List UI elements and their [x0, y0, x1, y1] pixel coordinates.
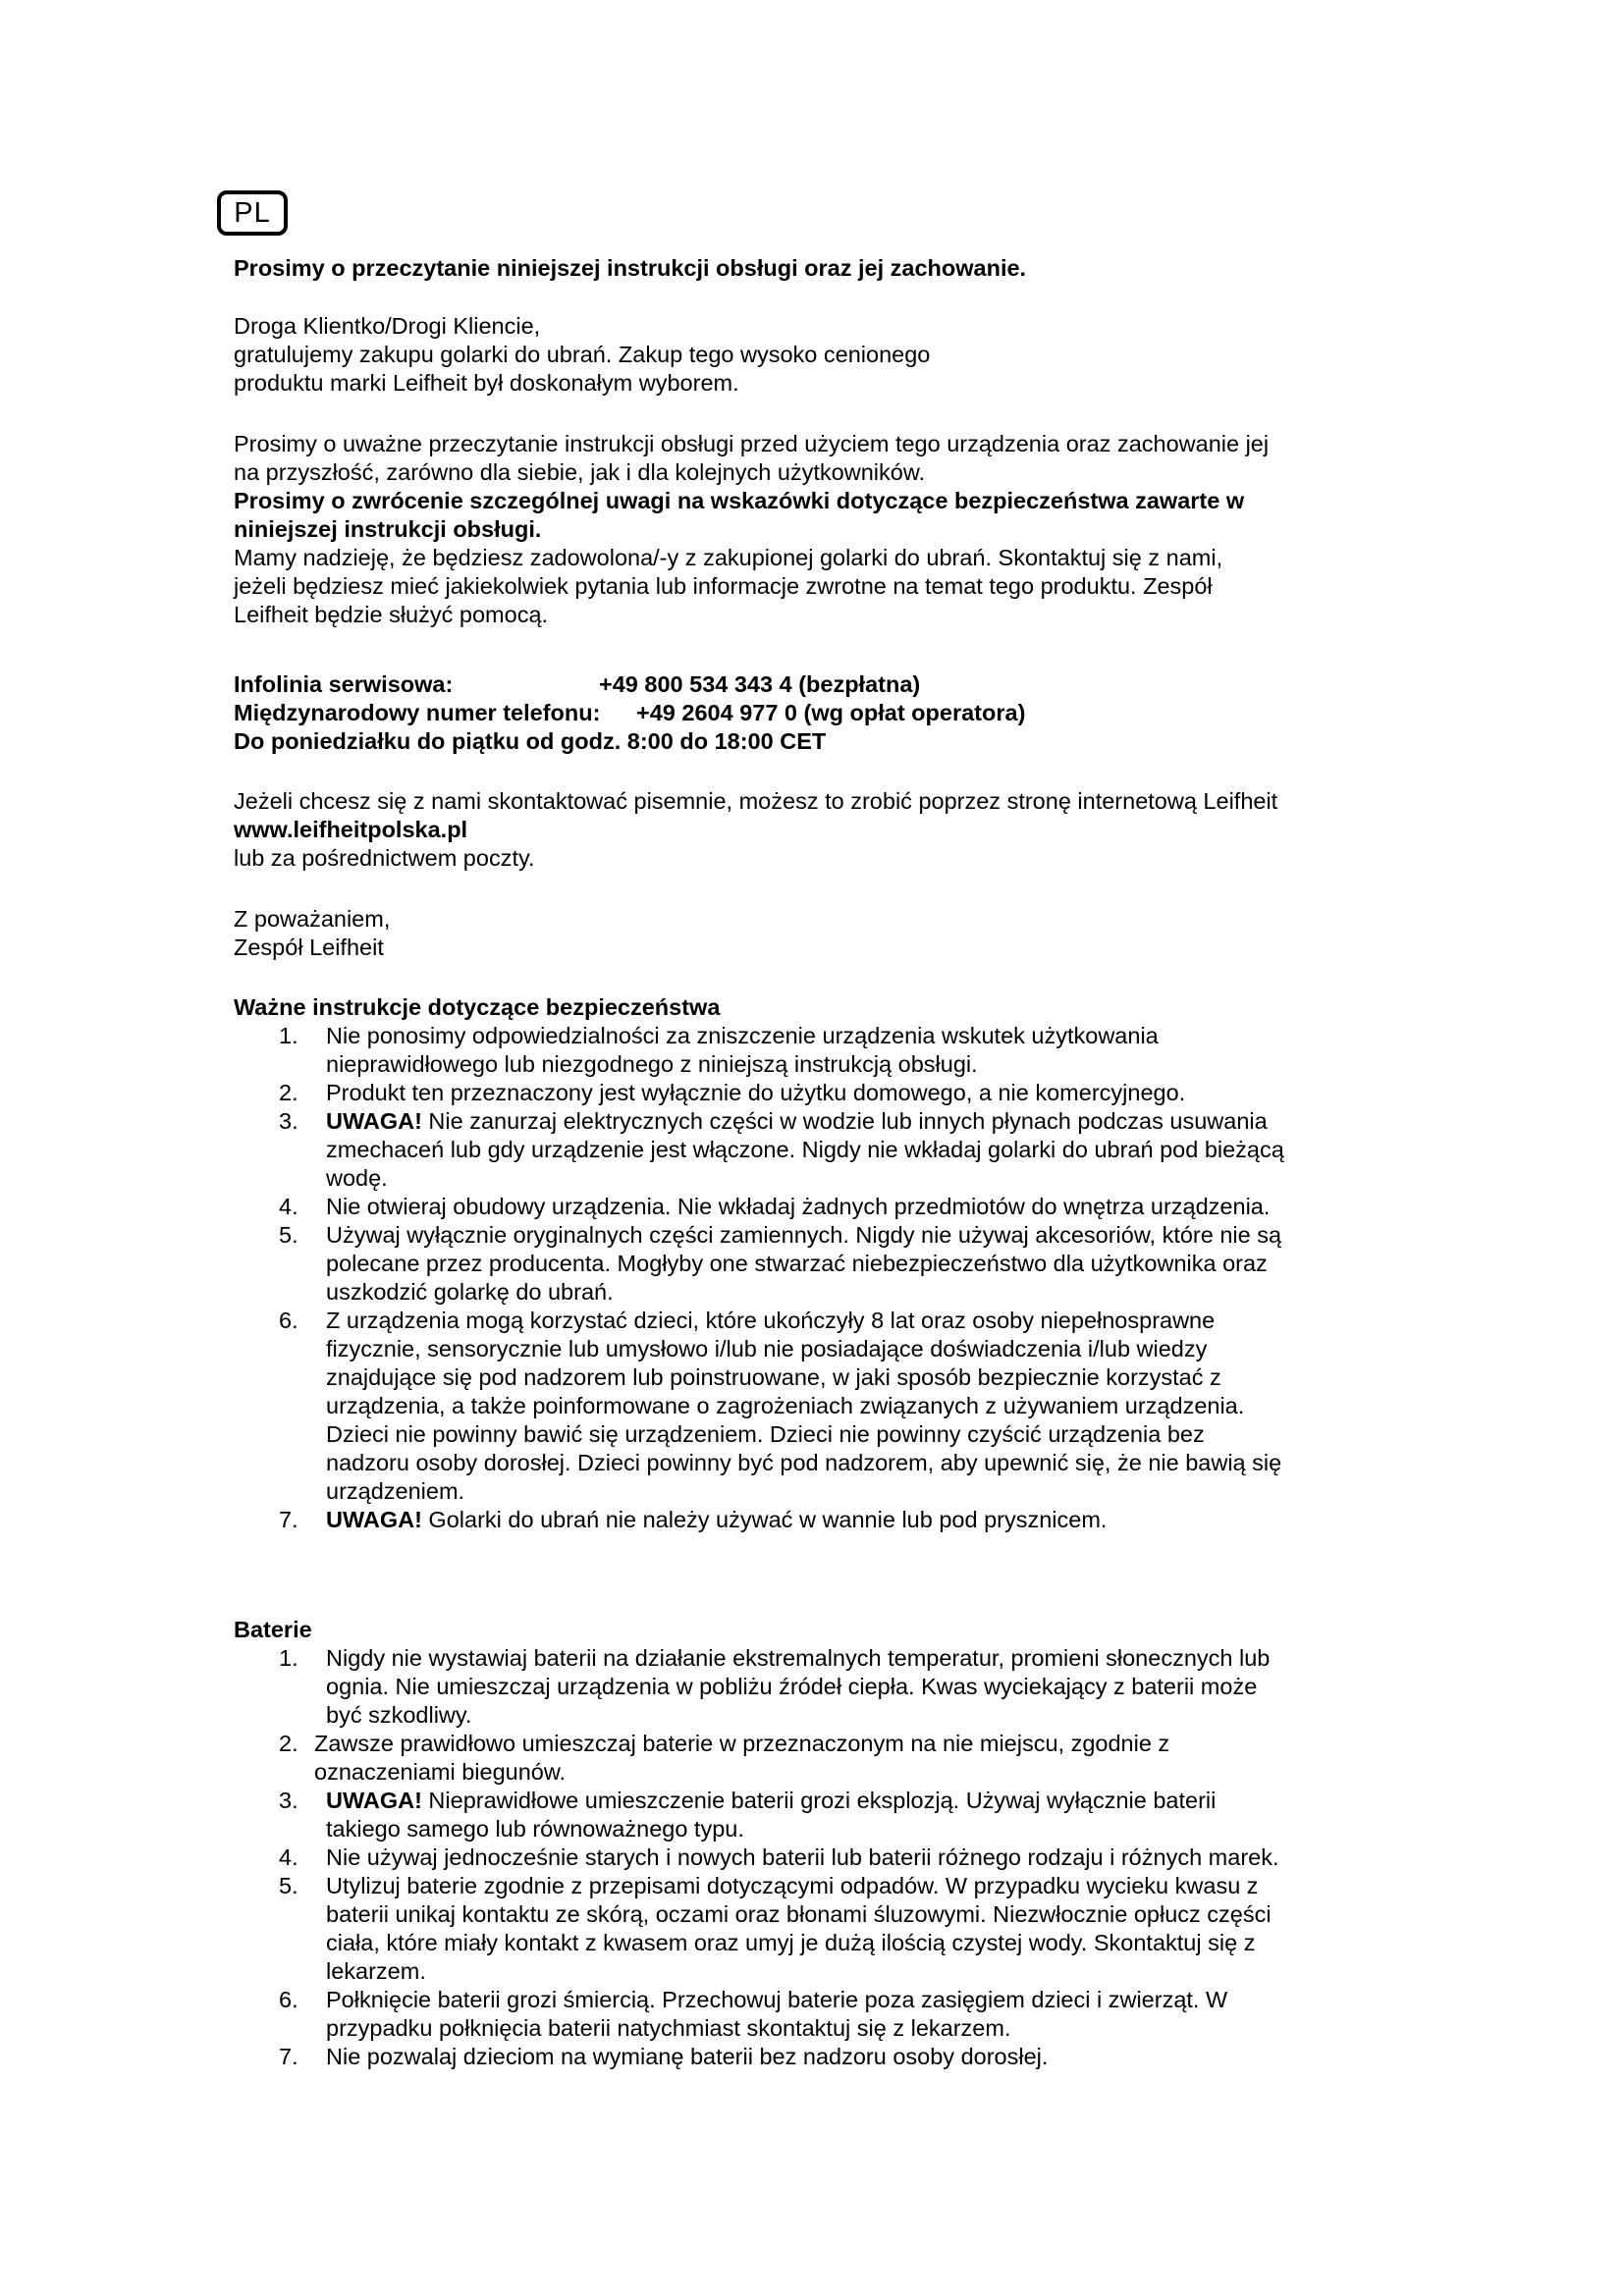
list-item-line: Produkt ten przeznaczony jest wyłącznie do użytku domowego, a nie komercyjnego.	[326, 1080, 1186, 1105]
list-item-line: Nie używaj jednocześnie starych i nowych baterii lub baterii różnego rodzaju i różnych marek.	[326, 1844, 1279, 1870]
list-item-line: baterii unikaj kontaktu ze skórą, oczami oraz błonami śluzowymi. Niezwłocznie opłucz części	[326, 1901, 1272, 1927]
list-item-line	[326, 1787, 1432, 1815]
list-item-text: Nie zanurzaj elektrycznych części w wodzie lub innych płynach podczas usuwania	[421, 1108, 1268, 1134]
list-item-number: 5.	[279, 1873, 298, 1898]
list-item-line: ciała, które miały kontakt z kwasem oraz umyj je dużą ilością czystej wody. Skontaktuj się z	[326, 1930, 1256, 1955]
intl-phone-label: Międzynarodowy numer telefonu:	[234, 700, 601, 725]
list-item	[234, 1986, 1432, 2043]
list-item	[234, 1221, 1432, 1307]
intro-paragraph	[234, 430, 1432, 629]
batteries-section	[234, 1616, 1432, 2071]
list-item	[234, 1307, 1432, 1506]
written-contact-line: Jeżeli chcesz się z nami skontaktować pisemnie, możesz to zrobić poprzez stronę internetową Leifheit	[234, 788, 1278, 814]
hotline-value: +49 800 534 343 4 (bezpłatna)	[599, 671, 921, 697]
list-item-number: 1.	[279, 1023, 298, 1048]
list-item-number: 4.	[279, 1844, 298, 1870]
intro-bold-line: Prosimy o zwrócenie szczególnej uwagi na wskazówki dotyczące bezpieczeństwa zawarte w	[234, 488, 1245, 513]
safety-heading: Ważne instrukcje dotyczące bezpieczeństwa	[234, 994, 721, 1020]
list-item-line: lekarzem.	[326, 1958, 426, 1984]
list-item	[234, 1079, 1432, 1107]
list-item	[234, 1872, 1432, 1986]
list-item-line: Dzieci nie powinny bawić się urządzeniem. Dzieci nie powinny czyścić urządzenia bez	[326, 1421, 1205, 1447]
intl-phone-row	[234, 699, 1432, 727]
list-item-line: Używaj wyłącznie oryginalnych części zamiennych. Nigdy nie używaj akcesoriów, które nie są	[326, 1222, 1282, 1248]
intro-line: na przyszłość, zarówno dla siebie, jak i dla kolejnych użytkowników.	[234, 459, 926, 485]
list-item-number: 4.	[279, 1194, 298, 1219]
list-item-line: takiego samego lub równoważnego typu.	[326, 1816, 744, 1842]
list-item	[234, 1730, 1432, 1787]
written-contact	[234, 787, 1432, 873]
warning-label: UWAGA!	[326, 1507, 422, 1532]
list-item	[234, 1022, 1432, 1079]
list-item-line: Połknięcie baterii grozi śmiercią. Przechowuj baterie poza zasięgiem dzieci i zwierząt. W	[326, 1987, 1228, 2012]
service-hours: Do poniedziałku do piątku od godz. 8:00 do 18:00 CET	[234, 728, 827, 754]
list-item-line: ognia. Nie umieszczaj urządzenia w pobliżu źródeł ciepła. Kwas wyciekający z baterii może	[326, 1674, 1258, 1699]
list-item-number: 1.	[279, 1645, 298, 1671]
list-item-line: wodę.	[326, 1165, 388, 1191]
list-item-line: Nie otwieraj obudowy urządzenia. Nie wkładaj żadnych przedmiotów do wnętrza urządzenia.	[326, 1194, 1271, 1219]
list-item-line: być szkodliwy.	[326, 1702, 472, 1728]
warning-label: UWAGA!	[326, 1788, 422, 1813]
written-contact-line: lub za pośrednictwem poczty.	[234, 845, 535, 871]
list-item-line: nieprawidłowego lub niezgodnego z niniejszą instrukcją obsługi.	[326, 1051, 978, 1077]
safety-list	[234, 1022, 1432, 1534]
list-item-number: 6.	[279, 1308, 298, 1333]
list-item-number: 6.	[279, 1987, 298, 2012]
list-item-line: nadzoru osoby dorosłej. Dzieci powinny być pod nadzorem, aby upewnić się, że nie bawią się	[326, 1450, 1282, 1475]
intro-line: Prosimy o uważne przeczytanie instrukcji obsługi przed użyciem tego urządzenia oraz zachowanie jej	[234, 431, 1270, 456]
batteries-heading: Baterie	[234, 1617, 312, 1642]
greeting-line: gratulujemy zakupu golarki do ubrań. Zakup tego wysoko cenionego	[234, 342, 931, 367]
closing-signature: Zespół Leifheit	[234, 934, 384, 960]
document-title: Prosimy o przeczytanie niniejszej instrukcji obsługi oraz jej zachowanie.	[234, 255, 1027, 281]
list-item-line: przypadku połknięcia baterii natychmiast skontaktuj się z lekarzem.	[326, 2015, 1011, 2041]
list-item-line: oznaczeniami biegunów.	[314, 1759, 567, 1785]
list-item-line: Utylizuj baterie zgodnie z przepisami dotyczącymi odpadów. W przypadku wycieku kwasu z	[326, 1873, 1259, 1898]
safety-section	[234, 993, 1432, 1534]
list-item-line: fizycznie, sensorycznie lub umysłowo i/lub nie posiadające doświadczenia i/lub wiedzy	[326, 1336, 1208, 1362]
list-item-line: Nie ponosimy odpowiedzialności za zniszczenie urządzenia wskutek użytkowania	[326, 1023, 1159, 1048]
list-item	[234, 2043, 1432, 2071]
list-item-line	[326, 1506, 1432, 1534]
list-item-number: 3.	[279, 1788, 298, 1813]
list-item-line: polecane przez producenta. Mogłyby one stwarzać niebezpieczeństwo dla użytkownika oraz	[326, 1251, 1268, 1276]
warning-label: UWAGA!	[326, 1108, 422, 1134]
list-item-line: urządzeniem.	[326, 1478, 465, 1504]
list-item-line: Z urządzenia mogą korzystać dzieci, które ukończyły 8 lat oraz osoby niepełnosprawne	[326, 1308, 1216, 1333]
list-item-line: zmechaceń lub gdy urządzenie jest włączone. Nigdy nie wkładaj golarki do ubrań pod bieżącą	[326, 1137, 1284, 1162]
intro-line: jeżeli będziesz mieć jakiekolwiek pytania lub informacje zwrotne na temat tego produktu. Zespół	[234, 573, 1213, 599]
list-item	[234, 1787, 1432, 1843]
list-item-line: Zawsze prawidłowo umieszczaj baterie w przeznaczonym na nie miejscu, zgodnie z	[314, 1731, 1170, 1756]
closing	[234, 905, 1432, 962]
list-item-number: 2.	[279, 1731, 298, 1756]
list-item-line: urządzenia, a także poinformowane o zagrożeniach związanych z używaniem urządzenia.	[326, 1393, 1245, 1418]
list-item-number: 7.	[279, 2044, 298, 2069]
list-item-number: 2.	[279, 1080, 298, 1105]
list-item	[234, 1644, 1432, 1730]
intro-line: Leifheit będzie służyć pomocą.	[234, 602, 549, 627]
list-item-number: 3.	[279, 1108, 298, 1134]
list-item	[234, 1107, 1432, 1193]
list-item-line: znajdujące się pod nadzorem lub poinstruowane, w jaki sposób bezpiecznie korzystać z	[326, 1364, 1221, 1390]
list-item-line	[326, 1107, 1432, 1136]
intro-line: Mamy nadzieję, że będziesz zadowolona/-y z zakupionej golarki do ubrań. Skontaktuj się z nami,	[234, 545, 1223, 570]
list-item	[234, 1193, 1432, 1221]
website-link[interactable]: www.leifheitpolska.pl	[234, 817, 468, 842]
list-item	[234, 1843, 1432, 1872]
contact-block	[234, 670, 1432, 756]
list-item	[234, 1506, 1432, 1534]
list-item-text: Nieprawidłowe umieszczenie baterii grozi eksplozją. Używaj wyłącznie baterii	[421, 1788, 1217, 1813]
hotline-label: Infolinia serwisowa:	[234, 671, 454, 697]
list-item-line: Nie pozwalaj dzieciom na wymianę baterii bez nadzoru osoby dorosłej.	[326, 2044, 1049, 2069]
list-item-text: Golarki do ubrań nie należy używać w wannie lub pod prysznicem.	[421, 1507, 1108, 1532]
closing-line: Z poważaniem,	[234, 906, 391, 932]
list-item-line: Nigdy nie wystawiaj baterii na działanie ekstremalnych temperatur, promieni słonecznych lub	[326, 1645, 1271, 1671]
list-item-number: 7.	[279, 1507, 298, 1532]
batteries-list	[234, 1644, 1432, 2071]
intl-phone-value: +49 2604 977 0 (wg opłat operatora)	[636, 700, 1026, 725]
greeting	[234, 312, 1432, 398]
list-item-line: uszkodzić golarkę do ubrań.	[326, 1279, 614, 1305]
hotline-row	[234, 670, 1432, 699]
intro-bold-line: niniejszej instrukcji obsługi.	[234, 516, 542, 542]
list-item-number: 5.	[279, 1222, 298, 1248]
greeting-line: Droga Klientko/Drogi Kliencie,	[234, 313, 541, 339]
language-badge: PL	[217, 190, 288, 236]
greeting-line: produktu marki Leifheit był doskonałym wyborem.	[234, 370, 739, 396]
